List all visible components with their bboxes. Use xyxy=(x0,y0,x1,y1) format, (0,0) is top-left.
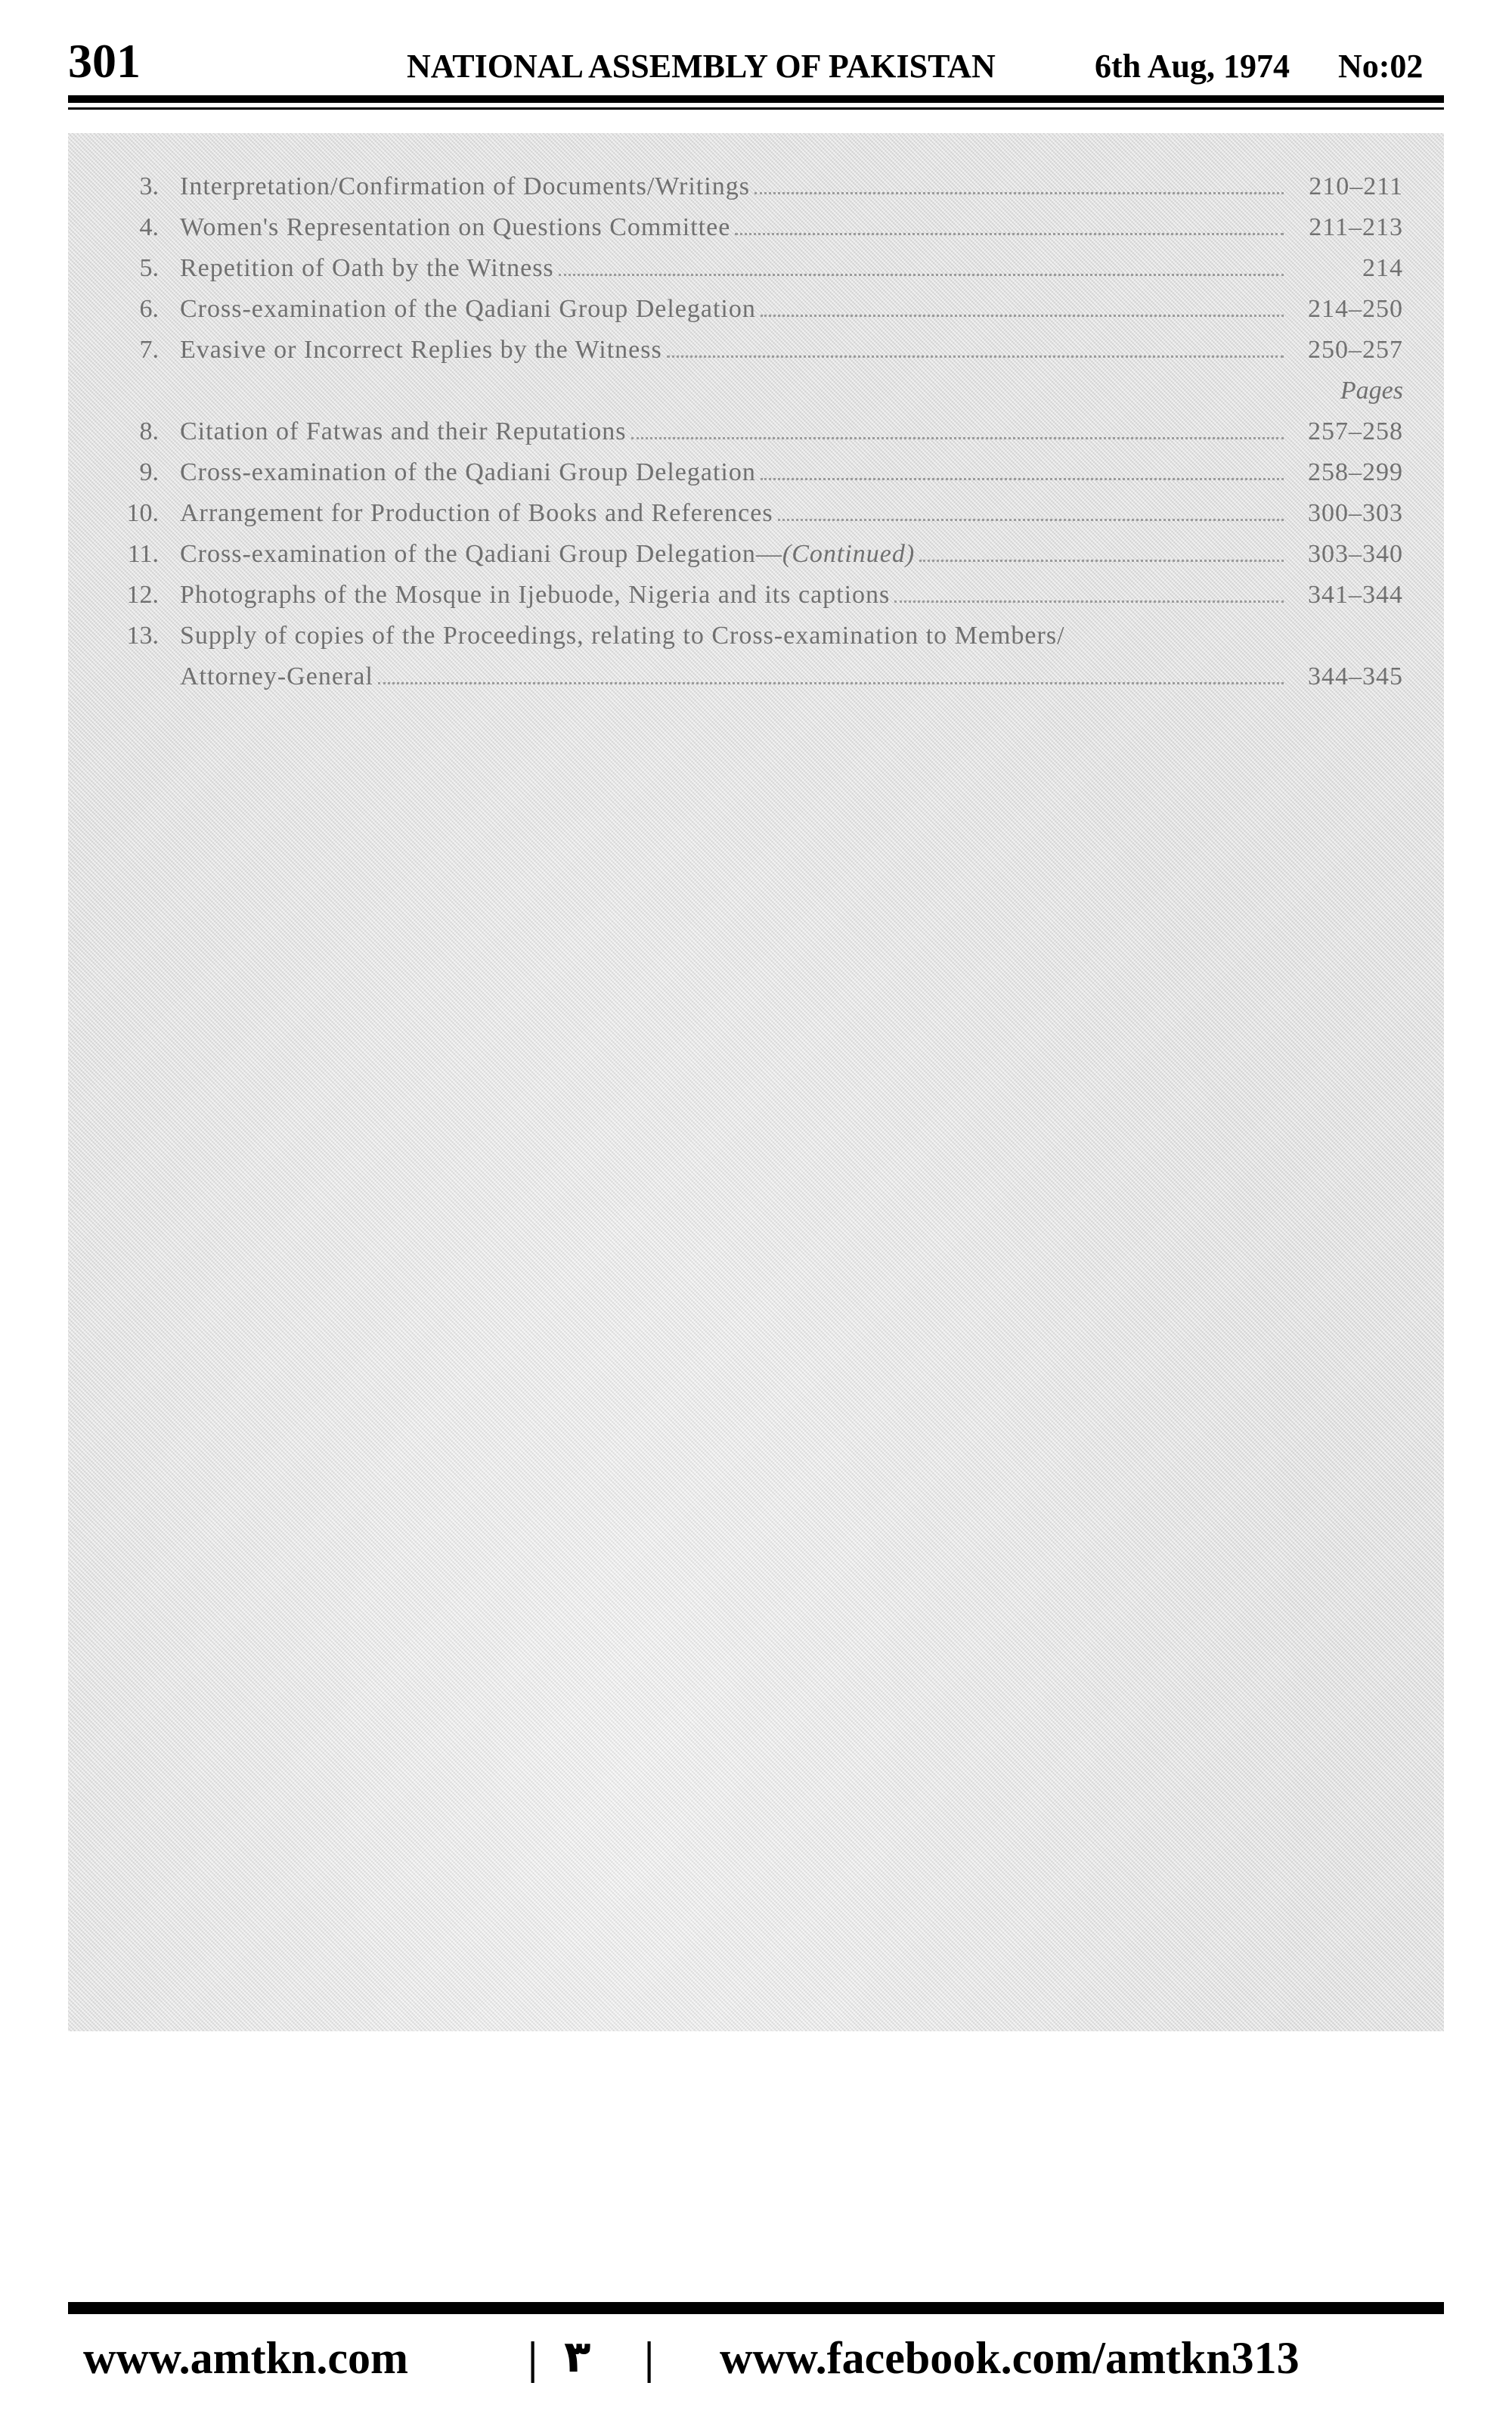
toc-item-title-continuation: Attorney-General xyxy=(180,662,373,690)
dot-leader xyxy=(735,207,1284,235)
scanned-contents-page xyxy=(68,133,1444,2031)
dot-leader xyxy=(631,411,1284,439)
toc-item-title: Photographs of the Mosque in Ijebuode, Nigeria and its captions xyxy=(180,581,891,609)
toc-item-pages: 258–299 xyxy=(1308,458,1403,486)
footer-urdu-number: ۳ xyxy=(564,2331,591,2382)
toc-item-title: Arrangement for Production of Books and References xyxy=(180,499,773,527)
toc-item-pages: 303–340 xyxy=(1308,540,1403,568)
toc-item xyxy=(68,575,1444,616)
toc-item xyxy=(68,207,1444,248)
footer-rule xyxy=(68,2302,1444,2314)
toc-item-number: 8. xyxy=(139,417,159,445)
toc-item-pages: 341–344 xyxy=(1308,581,1403,609)
dot-leader xyxy=(378,656,1284,684)
toc-item xyxy=(68,289,1444,330)
dot-leader xyxy=(754,166,1284,194)
toc-item-pages: 344–345 xyxy=(1308,662,1403,690)
dot-leader xyxy=(667,330,1284,358)
toc-item-number: 13. xyxy=(126,622,159,650)
dot-leader xyxy=(778,493,1284,521)
toc-item-pages: 210–211 xyxy=(1309,172,1403,200)
toc-item-title: Cross-examination of the Qadiani Group Delegation xyxy=(180,458,756,486)
toc-item-pages: 257–258 xyxy=(1308,417,1403,445)
toc-item-number: 11. xyxy=(127,540,159,568)
toc-item-number: 9. xyxy=(139,458,159,486)
footer-facebook-link[interactable]: www.facebook.com/amtkn313 xyxy=(720,2333,1300,2383)
toc-item xyxy=(68,452,1444,493)
dot-leader xyxy=(919,534,1284,562)
footer-website-link[interactable]: www.amtkn.com xyxy=(83,2333,408,2383)
toc-item-title: Repetition of Oath by the Witness xyxy=(180,254,554,282)
toc-item-number: 4. xyxy=(139,213,159,241)
footer-separator: | xyxy=(528,2333,538,2383)
toc-item-number: 7. xyxy=(139,336,159,364)
page-header xyxy=(68,27,1444,95)
header-issue: No:02 xyxy=(1338,48,1424,85)
toc-item xyxy=(68,248,1444,289)
toc-item-title: Women's Representation on Questions Committee xyxy=(180,213,731,241)
pages-column-heading xyxy=(68,371,1444,411)
toc-item-title: Interpretation/Confirmation of Documents/Writings xyxy=(180,172,750,200)
toc-item-pages: 300–303 xyxy=(1308,499,1403,527)
toc-item xyxy=(68,330,1444,371)
toc-item-number: 3. xyxy=(139,172,159,200)
toc-item xyxy=(68,411,1444,452)
toc-item xyxy=(68,534,1444,575)
toc-item xyxy=(68,616,1444,656)
header-rule-thick xyxy=(68,95,1444,103)
header-date: 6th Aug, 1974 xyxy=(1095,48,1290,85)
toc-item-title: Cross-examination of the Qadiani Group Delegation— xyxy=(180,540,782,568)
toc-item-pages: 250–257 xyxy=(1308,336,1403,364)
dot-leader xyxy=(894,575,1284,603)
toc-item-number: 12. xyxy=(126,581,159,609)
dot-leader xyxy=(559,248,1284,276)
toc-item xyxy=(68,166,1444,207)
toc-item-title: Supply of copies of the Proceedings, relating to Cross-examination to Members/ xyxy=(180,622,1065,650)
dot-leader xyxy=(761,452,1284,480)
toc-item xyxy=(68,493,1444,534)
toc-item-number: 5. xyxy=(139,254,159,282)
footer-separator: | xyxy=(644,2333,655,2383)
page-number: 301 xyxy=(68,34,141,88)
table-of-contents xyxy=(68,166,1444,697)
header-title: NATIONAL ASSEMBLY OF PAKISTAN xyxy=(407,48,996,85)
toc-item-continuation xyxy=(68,656,1444,697)
toc-item-pages: 214 xyxy=(1362,254,1403,282)
toc-item-title: Cross-examination of the Qadiani Group Delegation xyxy=(180,295,756,323)
toc-item-title: Evasive or Incorrect Replies by the Witness xyxy=(180,336,662,364)
toc-item-title: Citation of Fatwas and their Reputations xyxy=(180,417,627,445)
toc-item-pages: 214–250 xyxy=(1308,295,1403,323)
toc-item-number: 10. xyxy=(126,499,159,527)
toc-item-pages: 211–213 xyxy=(1309,213,1403,241)
toc-item-continued: (Continued) xyxy=(782,540,916,568)
pages-heading-label: Pages xyxy=(1340,377,1403,405)
toc-item-number: 6. xyxy=(139,295,159,323)
page-footer xyxy=(68,2325,1444,2393)
dot-leader xyxy=(761,289,1284,317)
header-rule-thin xyxy=(68,107,1444,110)
